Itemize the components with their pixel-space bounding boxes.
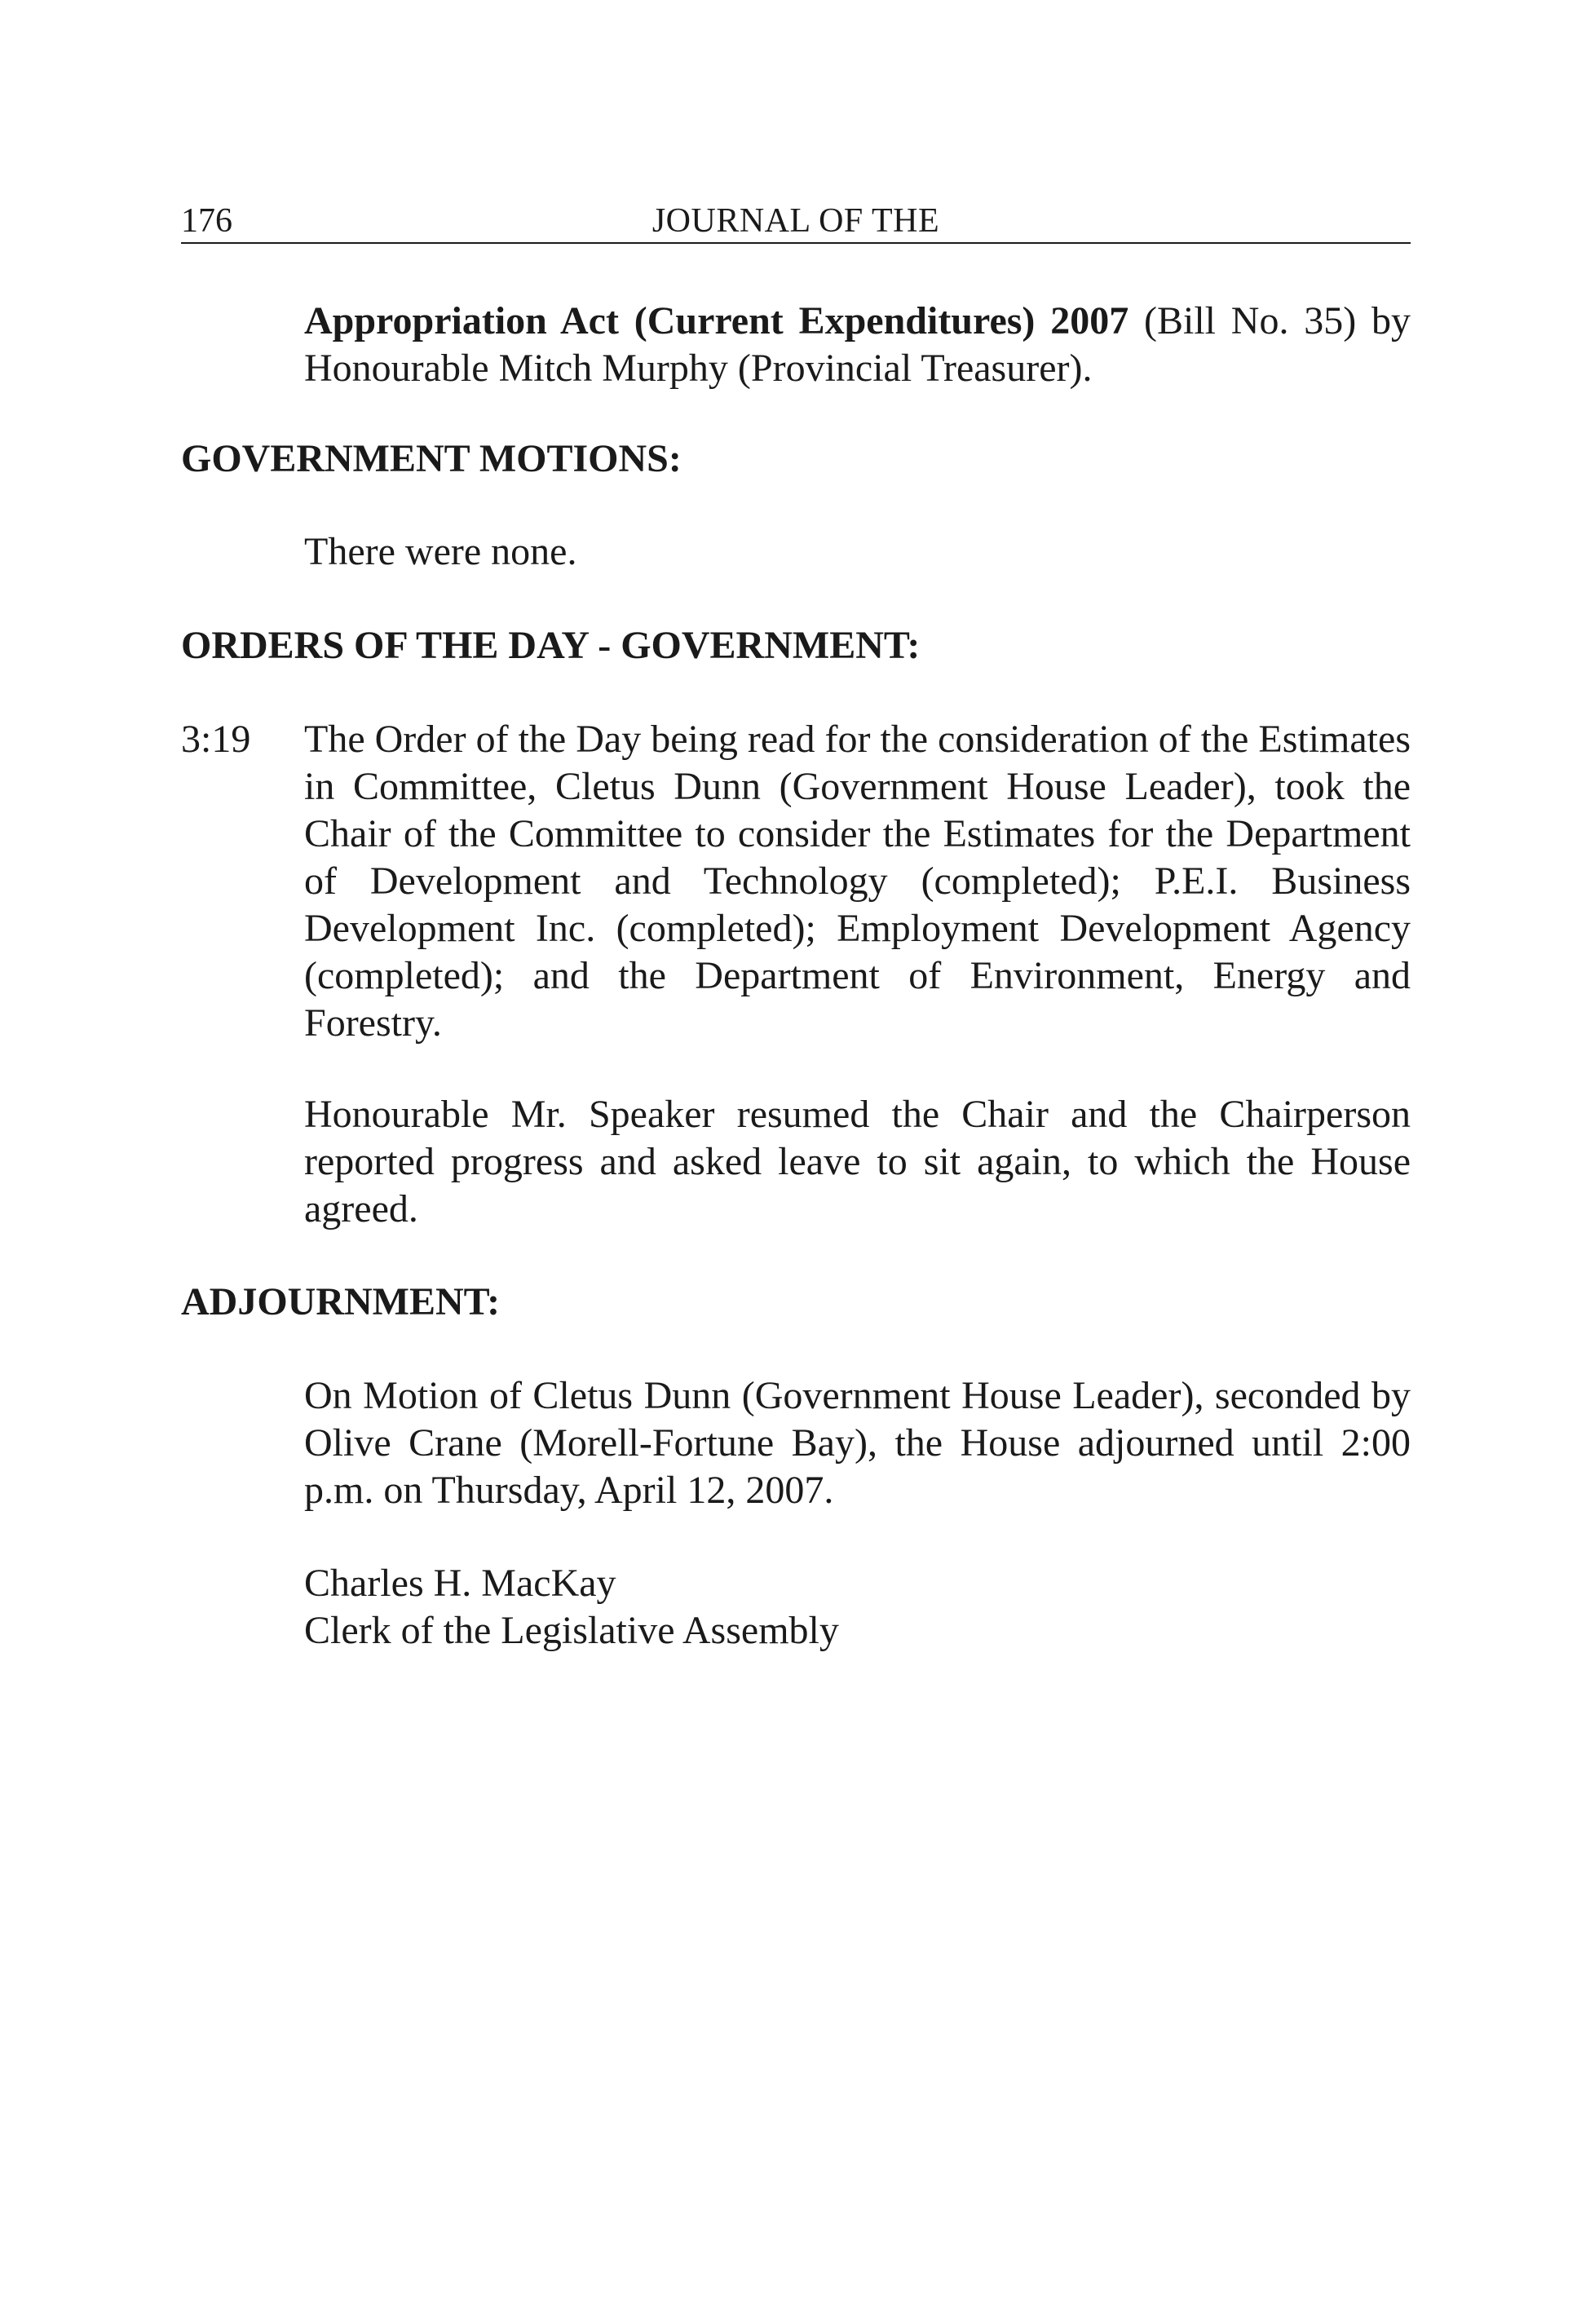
clerk-title: Clerk of the Legislative Assembly: [304, 1609, 839, 1652]
journal-title: JOURNAL OF THE: [651, 202, 940, 240]
government-motions-text: There were none.: [304, 530, 577, 573]
orders-paragraph-speaker: Honourable Mr. Speaker resumed the Chair and the Chairperson reported progress and asked leave to sit again, to which the House agreed.: [304, 1093, 1411, 1230]
government-motions-heading: GOVERNMENT MOTIONS:: [181, 437, 682, 480]
bill-details: (Bill No. 35) by Honourable Mitch Murphy (Provincial Treasurer).: [304, 299, 1411, 390]
clerk-name: Charles H. MacKay: [304, 1562, 616, 1605]
page-number: 176: [181, 202, 232, 240]
time-stamp: 3:19: [181, 718, 251, 761]
bill-title: Appropriation Act (Current Expenditures) 2007: [304, 299, 1129, 342]
bill-entry: [304, 298, 1411, 392]
running-header: [181, 200, 1411, 244]
adjournment-heading: ADJOURNMENT:: [181, 1280, 501, 1323]
adjournment-text: On Motion of Cletus Dunn (Government House Leader), seconded by Olive Crane (Morell-Fortune Bay), the House adjourned until 2:00 p.m. on Thursday, April 12, 2007.: [304, 1374, 1411, 1512]
signature-block: [304, 1560, 839, 1655]
orders-of-the-day-heading: ORDERS OF THE DAY - GOVERNMENT:: [181, 624, 921, 667]
orders-paragraph-estimates: The Order of the Day being read for the consideration of the Estimates in Committee, Cletus Dunn (Government House Leader), took the Chair of the Committee to consider the Estimates for the Department of Development and Technology (completed); P.E.I. Business Development Inc. (completed); Employment Development Agency (completed); and the Department of Environment, Energy and Forestry.: [304, 718, 1411, 1045]
